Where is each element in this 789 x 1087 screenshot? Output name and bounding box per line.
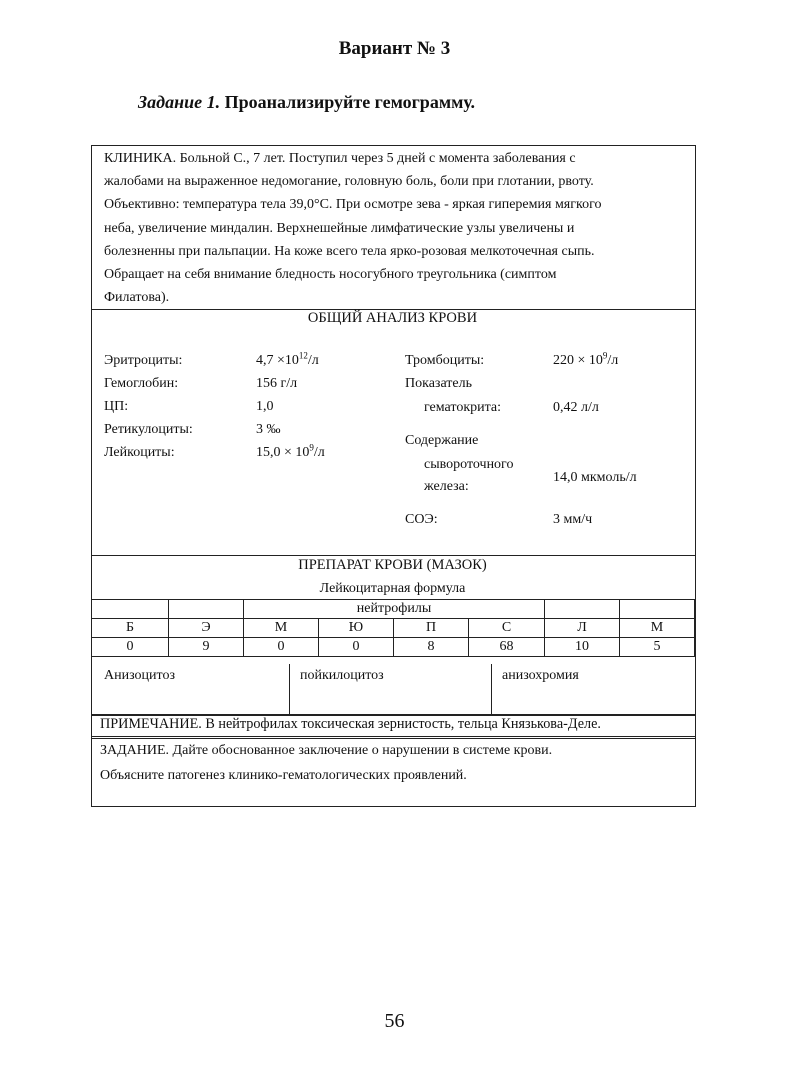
- assignment-text: [100, 738, 690, 788]
- page-number: 56: [384, 1010, 405, 1032]
- clinic-line: неба, увеличение миндалин. Верхнешейные лимфатические узлы увеличены и: [104, 220, 575, 236]
- table-cell: [92, 600, 169, 619]
- clinic-line: Объективно: температура тела 39,0°С. При осмотре зева - яркая гиперемия мягкого: [104, 197, 602, 213]
- table-cell: 8: [394, 638, 469, 657]
- clinic-line: жалобами на выраженное недомогание, головную боль, боли при глотании, рвоту.: [104, 174, 594, 190]
- poikilocytosis-label: пойкилоцитоз: [300, 668, 384, 683]
- wbc-label: Лейкоциты:: [104, 445, 175, 460]
- plt-label: Тромбоциты:: [405, 353, 485, 368]
- table-cell: [169, 600, 244, 619]
- task-text: Проанализируйте гемограмму.: [220, 92, 476, 112]
- hb-label: Гемоглобин:: [104, 376, 179, 391]
- retic-label: Ретикулоциты:: [104, 422, 193, 437]
- blood-left-labels: [104, 350, 193, 465]
- assignment-line: Объясните патогенез клинико-гематологических проявлений.: [100, 768, 467, 783]
- fe-label: Содержание: [405, 433, 479, 448]
- rbc-label: Эритроциты:: [104, 353, 183, 368]
- clinic-line: Обращает на себя внимание бледность носогубного треугольника (симптом: [104, 267, 557, 283]
- smear-heading: ПРЕПАРАТ КРОВИ (МАЗОК): [298, 557, 487, 573]
- task-heading: [138, 92, 475, 113]
- table-row: [92, 600, 695, 619]
- wbc-value: $15,0 \times 10^9/л$: [256, 442, 325, 460]
- column-header: С: [469, 619, 545, 638]
- table-cell: [620, 600, 695, 619]
- table-cell: 9: [169, 638, 244, 657]
- column-header: П: [394, 619, 469, 638]
- task-number: Задание 1.: [138, 92, 221, 112]
- table-cell: 10: [545, 638, 620, 657]
- page-title: Вариант № 3: [338, 38, 451, 59]
- table-cell: 5: [620, 638, 695, 657]
- blood-left-values: [256, 350, 325, 465]
- hct-label-cont: гематокрита:: [424, 400, 502, 415]
- column-header: Э: [169, 619, 244, 638]
- retic-value: 3 ‰: [256, 422, 281, 437]
- plt-value: $220 \times 10^9/л$: [553, 350, 619, 368]
- anisocytosis-label: Анизоцитоз: [104, 668, 175, 683]
- column-header: Ю: [319, 619, 394, 638]
- table-cell: 0: [244, 638, 319, 657]
- table-row: [92, 619, 695, 638]
- column-header: М: [244, 619, 319, 638]
- hb-value: 156 г/л: [256, 376, 298, 391]
- note-text: ПРИМЕЧАНИЕ. В нейтрофилах токсическая зернистость, тельца Князькова-Деле.: [100, 716, 601, 732]
- fe-label-cont: сывороточного: [424, 457, 514, 472]
- neutrophils-group-label: нейтрофилы: [244, 600, 545, 619]
- clinic-line: болезненны при пальпации. На коже всего тела ярко-розовая мелкоточечная сыпь.: [104, 243, 595, 259]
- rbc-value: $4,7 \times 10^{12}/л$: [256, 350, 319, 368]
- anisochromia-label: анизохромия: [502, 668, 579, 683]
- table-cell: 68: [469, 638, 545, 657]
- table-row: [92, 638, 695, 657]
- table-cell: 0: [92, 638, 169, 657]
- hct-label: Показатель: [405, 376, 472, 391]
- table-cell: [545, 600, 620, 619]
- esr-label: СОЭ:: [405, 512, 438, 527]
- clinic-line: Филатова).: [104, 290, 170, 306]
- blood-analysis-heading: ОБЩИЙ АНАЛИЗ КРОВИ: [307, 310, 478, 326]
- leukocyte-formula-heading: Лейкоцитарная формула: [319, 581, 466, 596]
- cp-value: 1,0: [256, 399, 274, 414]
- fe-label-cont2: железа:: [424, 479, 469, 494]
- assignment-line: ЗАДАНИЕ. Дайте обоснованное заключение о нарушении в системе крови.: [100, 743, 553, 758]
- hct-value: 0,42 л/л: [553, 400, 599, 415]
- column-header: Л: [545, 619, 620, 638]
- leukocyte-formula-table: [91, 599, 695, 657]
- esr-value: 3 мм/ч: [553, 512, 593, 527]
- cp-label: ЦП:: [104, 399, 129, 414]
- table-cell: 0: [319, 638, 394, 657]
- clinic-line: КЛИНИКА. Больной С., 7 лет. Поступил через 5 дней с момента заболевания с: [104, 151, 576, 166]
- column-header: Б: [92, 619, 169, 638]
- fe-value: 14,0 мкмоль/л: [553, 470, 637, 485]
- clinic-description: [104, 147, 689, 309]
- column-header: М: [620, 619, 695, 638]
